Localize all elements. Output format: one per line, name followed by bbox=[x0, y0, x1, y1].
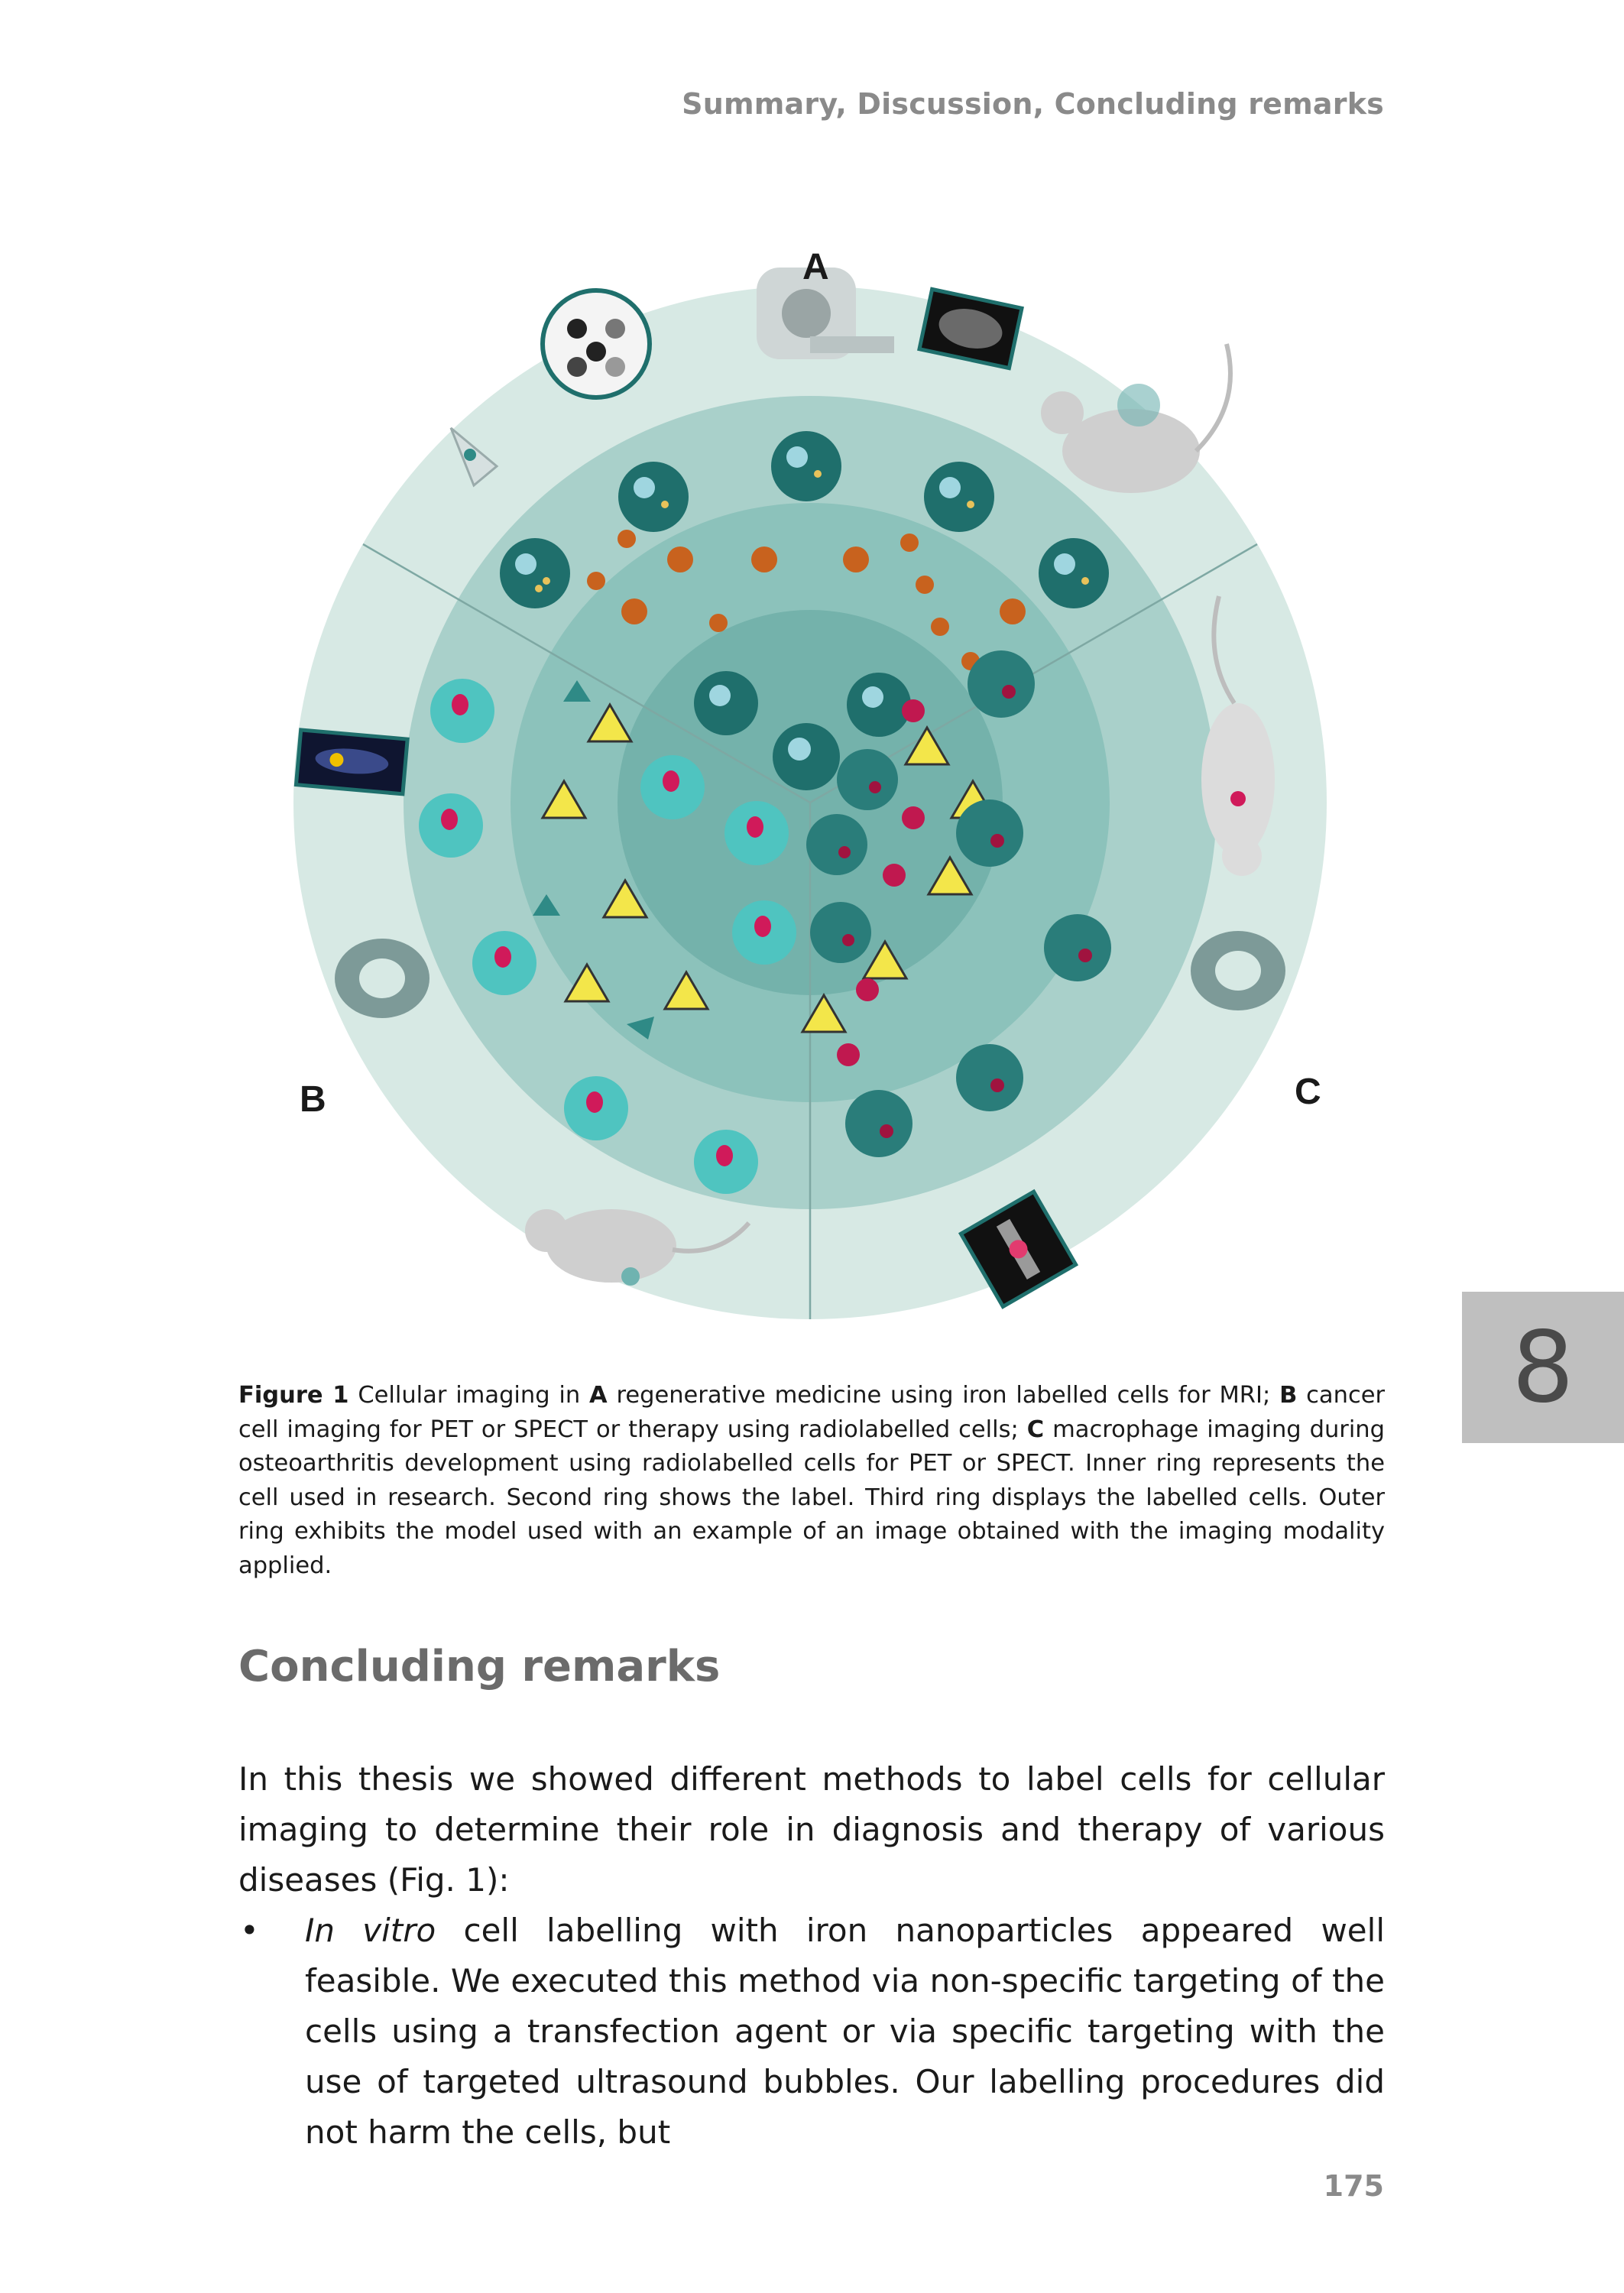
chapter-number: 8 bbox=[1512, 1310, 1574, 1425]
bullet-mark: • bbox=[240, 1912, 259, 1949]
bullet-text: cell labelling with iron nanoparticles appeared well feasible. We executed this method via non-specific targeting of the cells using a transfection agent or via specific targeting with the use of targeted ultrasound bubbles. Our labelling procedures did not harm the cells, but bbox=[305, 1912, 1385, 2151]
caption-panel-b: B bbox=[1279, 1382, 1298, 1409]
stem-cell-icon bbox=[847, 673, 911, 737]
intro-paragraph: In this thesis we showed different methods to label cells for cellular imaging to determine their role in diagnosis and therapy of various diseases (Fig. 1): bbox=[238, 1760, 1385, 1899]
scanner-icon bbox=[1191, 931, 1285, 1010]
caption-panel-c: C bbox=[1026, 1416, 1045, 1443]
figure-cellular-imaging bbox=[275, 245, 1360, 1353]
macrophage-icon bbox=[806, 814, 867, 875]
caption-text: Cellular imaging in bbox=[348, 1382, 590, 1409]
panel-label-a: A bbox=[802, 247, 829, 287]
iron-labelled-cell-icon bbox=[618, 462, 689, 532]
caption-text: macrophage imaging during osteoarthritis development using radiolabelled cells for PET or SPECT. Inner ring represents the cell used in research. Second ring shows the label. Third ring displays the labelled cells. Outer ring exhibits the model used with an example of an image obtained with the imaging modality applied. bbox=[238, 1416, 1385, 1579]
stem-cell-icon bbox=[694, 671, 758, 735]
radiolabelled-cancer-cell-icon bbox=[564, 1076, 628, 1140]
bullet-item bbox=[238, 1905, 1385, 2158]
bullet-italic: In vitro bbox=[305, 1912, 436, 1949]
radiolabelled-cancer-cell-icon bbox=[472, 931, 536, 995]
iron-labelled-cell-icon bbox=[924, 462, 994, 532]
radiolabelled-macrophage-icon bbox=[956, 799, 1023, 867]
cancer-cell-icon bbox=[640, 755, 705, 819]
cancer-cell-icon bbox=[724, 801, 789, 865]
page-number: 175 bbox=[1323, 2169, 1384, 2203]
iron-labelled-cell-icon bbox=[1039, 538, 1109, 608]
iron-labelled-cell-icon bbox=[500, 538, 570, 608]
radiolabelled-macrophage-icon bbox=[845, 1090, 912, 1157]
section-heading: Concluding remarks bbox=[238, 1642, 721, 1691]
radiolabelled-cancer-cell-icon bbox=[430, 679, 494, 743]
macrophage-icon bbox=[837, 749, 898, 810]
stem-cell-icon bbox=[773, 723, 840, 790]
caption-text: cancer cell imaging for PET or SPECT or therapy using radiolabelled cells; bbox=[238, 1382, 1386, 1443]
caption-text: regenerative medicine using iron labelled cells for MRI; bbox=[607, 1382, 1280, 1409]
figure-label: Figure 1 bbox=[238, 1382, 349, 1409]
body-text bbox=[238, 1754, 1385, 2158]
iron-labelled-cell-icon bbox=[771, 431, 841, 501]
radiolabelled-cancer-cell-icon bbox=[419, 793, 483, 858]
radiolabelled-macrophage-icon bbox=[968, 650, 1035, 718]
panel-label-b: B bbox=[300, 1079, 326, 1120]
macrophage-icon bbox=[810, 902, 871, 963]
figure-caption bbox=[238, 1379, 1385, 1583]
cancer-cell-icon bbox=[732, 900, 796, 965]
pet-image-icon bbox=[296, 730, 407, 794]
scanner-icon bbox=[335, 939, 430, 1018]
running-header: Summary, Discussion, Concluding remarks bbox=[682, 87, 1384, 121]
radiolabelled-macrophage-icon bbox=[1044, 914, 1111, 981]
radiolabelled-macrophage-icon bbox=[956, 1044, 1023, 1111]
cell-dish-icon bbox=[543, 290, 650, 397]
chapter-tab bbox=[1462, 1292, 1624, 1443]
caption-panel-a: A bbox=[589, 1382, 608, 1409]
panel-label-c: C bbox=[1295, 1072, 1321, 1112]
figure-illustration bbox=[275, 245, 1360, 1353]
radiolabelled-cancer-cell-icon bbox=[694, 1130, 758, 1194]
